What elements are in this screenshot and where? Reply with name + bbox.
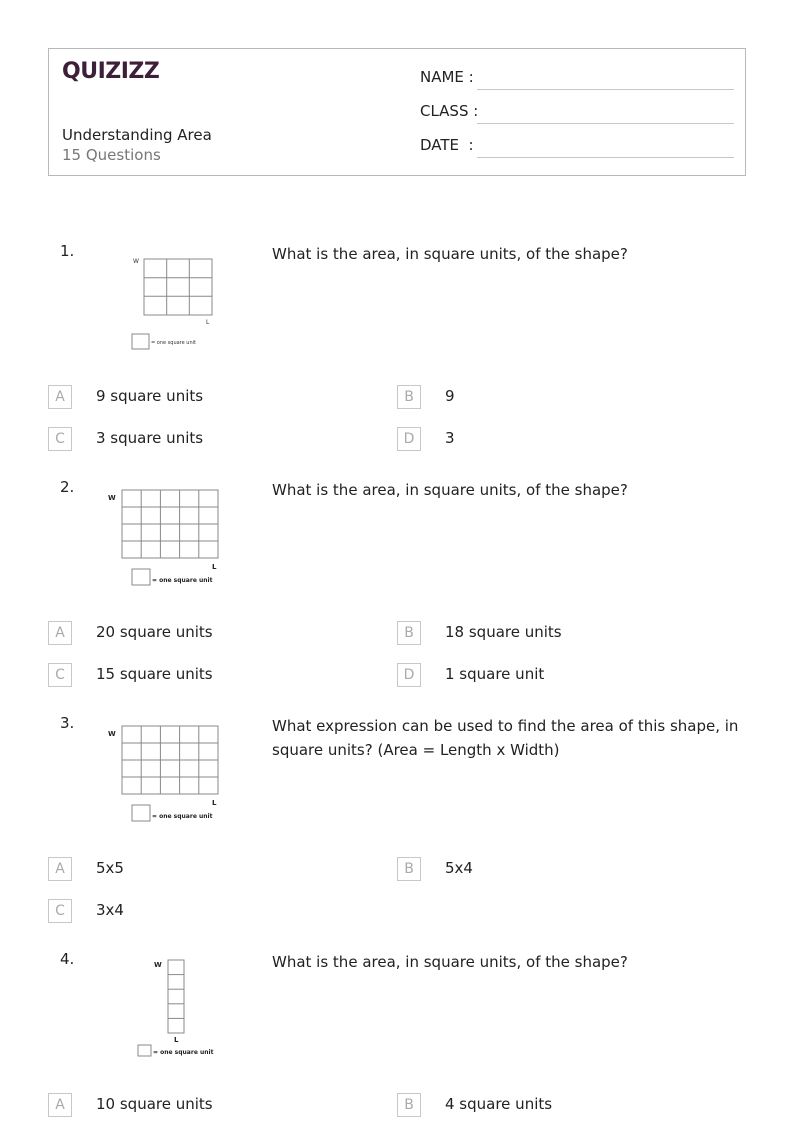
question-text: What is the area, in square units, of the shape? — [272, 481, 628, 499]
shape-grid — [122, 490, 218, 558]
unit-key-label: = one square unit — [153, 1049, 214, 1056]
option-letter: B — [397, 857, 421, 881]
date-label: DATE : — [420, 136, 474, 154]
unit-key-label: = one square unit — [152, 813, 213, 820]
option-letter: A — [48, 621, 72, 645]
length-label: L — [206, 319, 210, 326]
question-number: 1. — [60, 242, 75, 260]
date-field[interactable] — [420, 136, 734, 158]
class-line[interactable] — [477, 123, 734, 124]
option-letter: A — [48, 857, 72, 881]
option-text: 20 square units — [96, 623, 213, 641]
length-label: L — [174, 1036, 179, 1044]
name-label: NAME : — [420, 68, 474, 86]
option-letter: B — [397, 385, 421, 409]
question-number: 3. — [60, 714, 75, 732]
option-text: 18 square units — [445, 623, 562, 641]
unit-square — [132, 805, 150, 821]
date-line[interactable] — [477, 157, 734, 158]
question-text: What is the area, in square units, of the shape? — [272, 245, 628, 263]
option-letter: C — [48, 899, 72, 923]
option-letter: B — [397, 1093, 421, 1117]
option-text: 9 square units — [96, 387, 204, 405]
unit-key-label: = one square unit — [151, 340, 196, 346]
name-field[interactable] — [420, 68, 734, 90]
shape-grid — [168, 960, 184, 1033]
width-label: W — [108, 494, 116, 502]
option-letter: A — [48, 1093, 72, 1117]
question-count: 15 Questions — [62, 146, 161, 164]
question-number: 2. — [60, 478, 75, 496]
area-grid-figure — [100, 714, 230, 829]
worksheet-title: Understanding Area — [62, 126, 212, 144]
worksheet-header — [48, 48, 746, 176]
area-grid-figure — [100, 950, 230, 1065]
option-text: 9 — [445, 387, 455, 405]
option-text: 4 square units — [445, 1095, 553, 1113]
shape-grid — [122, 726, 218, 794]
option-text: 1 square unit — [445, 665, 545, 683]
name-line[interactable] — [477, 89, 734, 90]
area-grid-figure — [100, 478, 230, 593]
option-text: 5x4 — [445, 859, 473, 877]
width-label: W — [133, 258, 139, 265]
width-label: W — [108, 730, 116, 738]
option-letter: D — [397, 427, 421, 451]
unit-key-label: = one square unit — [152, 577, 213, 584]
unit-square — [132, 569, 150, 585]
option-letter: A — [48, 385, 72, 409]
class-field[interactable] — [420, 102, 734, 124]
question-number: 4. — [60, 950, 75, 968]
option-letter: B — [397, 621, 421, 645]
length-label: L — [212, 563, 217, 571]
option-text: 3 square units — [96, 429, 204, 447]
option-text: 15 square units — [96, 665, 213, 683]
unit-square — [132, 334, 149, 349]
option-text: 3x4 — [96, 901, 124, 919]
option-text: 3 — [445, 429, 455, 447]
question-text: What is the area, in square units, of the shape? — [272, 953, 628, 971]
option-text: 5x5 — [96, 859, 124, 877]
quizizz-logo: QUIZIZZ — [62, 59, 160, 84]
option-letter: D — [397, 663, 421, 687]
width-label: W — [154, 961, 162, 969]
class-label: CLASS : — [420, 102, 479, 120]
shape-grid — [144, 259, 212, 315]
unit-square — [138, 1045, 151, 1056]
option-letter: C — [48, 663, 72, 687]
area-grid-figure — [100, 242, 230, 357]
option-text: 10 square units — [96, 1095, 213, 1113]
question-text: What expression can be used to find the area of this shape, in square units? (Area = Length x Width) — [272, 717, 739, 759]
option-letter: C — [48, 427, 72, 451]
length-label: L — [212, 799, 217, 807]
